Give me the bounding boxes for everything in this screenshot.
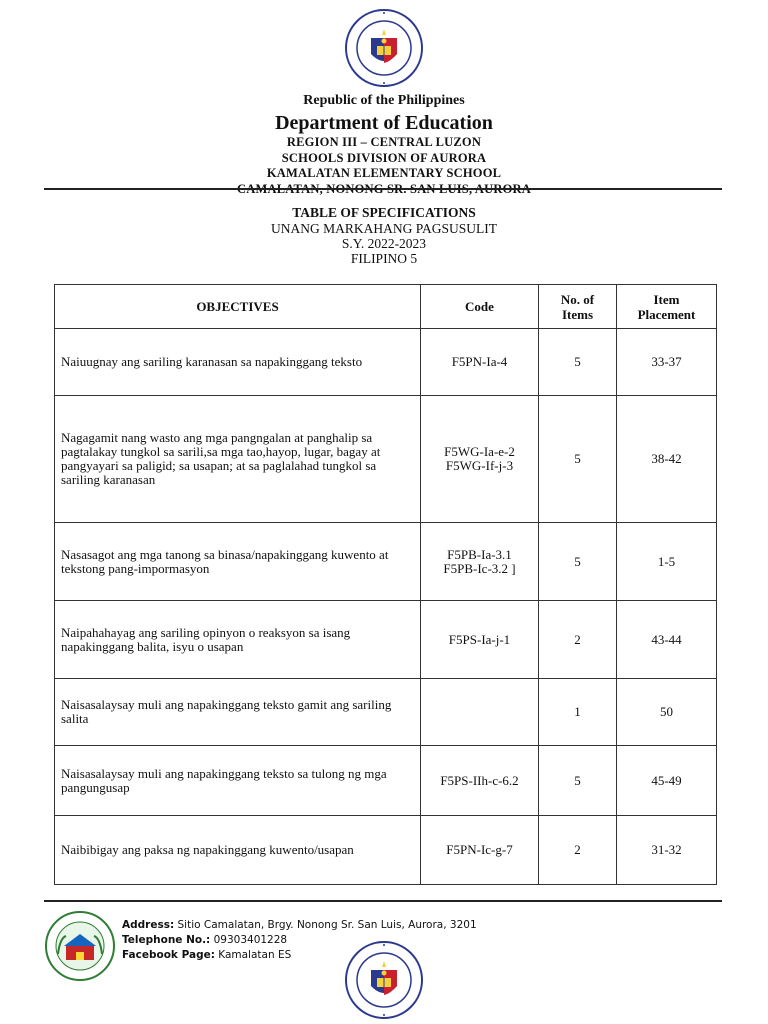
- specifications-table: [54, 284, 717, 885]
- objective-cell: Naisasalaysay muli ang napakinggang teksto sa tulong ng mga pangungusap: [55, 746, 421, 816]
- items-cell: 2: [539, 601, 617, 679]
- table-row: [55, 523, 717, 601]
- placement-cell: 33-37: [617, 329, 717, 396]
- objective-cell: Nasasagot ang mga tanong sa binasa/napakinggang kuwento at tekstong pang-impormasyon: [55, 523, 421, 601]
- objective-cell: Nagagamit nang wasto ang mga pangngalan at panghalip sa pagtalakay tungkol sa sarili,sa mga tao,hayop, lugar, bagay at pangyayari sa paligid; sa usapan; at sa paglalahad tungkol sa sariling karanasan: [55, 396, 421, 523]
- school-logo: [44, 908, 116, 984]
- phone-label: Telephone No.:: [122, 934, 211, 946]
- code-cell: [421, 329, 539, 396]
- document-title: TABLE OF SPECIFICATIONS: [292, 205, 476, 220]
- items-cell: 2: [539, 816, 617, 885]
- footer-address: [122, 918, 477, 933]
- objective-cell: Naisasalaysay muli ang napakinggang teksto gamit ang sariling salita: [55, 679, 421, 746]
- table-header-row: [55, 285, 717, 329]
- department-title: Department of Education: [275, 112, 493, 134]
- table-row: [55, 601, 717, 679]
- code-line: F5WG-Ia-e-2: [444, 444, 515, 459]
- placement-cell: 38-42: [617, 396, 717, 523]
- header-items: [539, 285, 617, 329]
- code-line: F5PB-Ia-3.1: [447, 546, 512, 562]
- items-cell: 5: [539, 746, 617, 816]
- code-line: F5WG-If-j-3: [445, 458, 514, 473]
- items-cell: 5: [539, 523, 617, 601]
- table-row: [55, 679, 717, 746]
- subject-name: FILIPINO 5: [350, 251, 418, 266]
- placement-cell: 45-49: [617, 746, 717, 816]
- code-cell: [421, 679, 539, 746]
- footer-divider: [44, 900, 722, 902]
- header-code: Code: [421, 285, 539, 329]
- placement-cell: 1-5: [617, 523, 717, 601]
- document-titles: [0, 205, 768, 266]
- code-cell: [421, 523, 539, 601]
- code-cell: [421, 396, 539, 523]
- header-placement: [617, 285, 717, 329]
- phone-value: 09303401228: [213, 934, 288, 946]
- header-placement-line2: Placement: [637, 306, 696, 322]
- school-line: KAMALATAN ELEMENTARY SCHOOL: [266, 166, 502, 180]
- table-row: [55, 329, 717, 396]
- code-line: F5PS-IIh-c-6.2: [440, 772, 519, 788]
- items-cell: 1: [539, 679, 617, 746]
- code-line: F5PN-Ic-g-7: [446, 842, 513, 857]
- table-row: [55, 816, 717, 885]
- items-cell: 5: [539, 329, 617, 396]
- code-line: F5PB-Ic-3.2 ]: [443, 560, 516, 576]
- table-row: [55, 396, 717, 523]
- code-cell: [421, 746, 539, 816]
- objective-cell: Naibibigay ang paksa ng napakinggang kuwento/usapan: [55, 816, 421, 885]
- facebook-label: Facebook Page:: [122, 949, 215, 961]
- deped-seal-bottom: [344, 940, 424, 1020]
- code-cell: [421, 601, 539, 679]
- facebook-value: Kamalatan ES: [218, 949, 292, 961]
- address-value: Sitio Camalatan, Brgy. Nonong Sr. San Luis, Aurora, 3201: [177, 919, 477, 931]
- code-line: F5PN-Ia-4: [451, 354, 508, 369]
- letterhead: [0, 92, 768, 197]
- placement-cell: 50: [617, 679, 717, 746]
- items-cell: 5: [539, 396, 617, 523]
- address-line: CAMALATAN, NONONG SR. SAN LUIS, AURORA: [237, 181, 531, 196]
- objective-cell: Naipahahayag ang sariling opinyon o reaksyon sa isang napakinggang balita, isyu o usapan: [55, 601, 421, 679]
- header-objectives: OBJECTIVES: [55, 285, 421, 329]
- code-cell: [421, 816, 539, 885]
- header-items-line1: No. of: [560, 291, 595, 307]
- deped-seal-top: [344, 8, 424, 88]
- address-label: Address:: [122, 919, 175, 931]
- region-line: REGION III – CENTRAL LUZON: [286, 135, 482, 149]
- header-divider: [44, 188, 722, 190]
- placement-cell: 43-44: [617, 601, 717, 679]
- header-items-line2: Items: [561, 306, 594, 322]
- objective-cell: Naiuugnay ang sariling karanasan sa napakinggang teksto: [55, 329, 421, 396]
- header-placement-line1: Item: [653, 291, 680, 307]
- table-row: [55, 746, 717, 816]
- division-line: SCHOOLS DIVISION OF AURORA: [281, 150, 487, 165]
- school-year: S.Y. 2022-2023: [341, 236, 427, 251]
- code-line: F5PS-Ia-j-1: [448, 631, 511, 647]
- exam-name: UNANG MARKAHANG PAGSUSULIT: [270, 221, 498, 236]
- placement-cell: 31-32: [617, 816, 717, 885]
- republic-line: Republic of the Philippines: [303, 93, 465, 108]
